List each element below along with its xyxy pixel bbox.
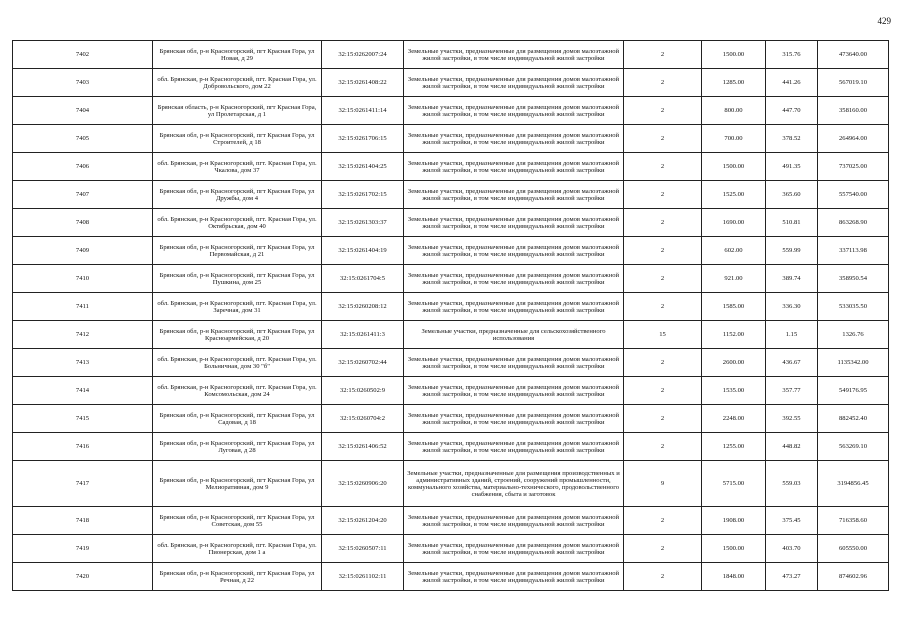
table-row bbox=[13, 125, 889, 153]
row-number: 7403 bbox=[13, 69, 153, 97]
land-use-description: Земельные участки, предназначенные для размещения домов малоэтажной жилой застройки, в том числе индивидуальной жилой застройки bbox=[404, 507, 624, 535]
specific-value: 448.82 bbox=[766, 433, 818, 461]
area-value: 921.00 bbox=[702, 265, 766, 293]
address-cell: Брянская обл, р-н Красногорский, пгт Красная Гора, ул Строителей, д 18 bbox=[153, 125, 322, 153]
row-number: 7411 bbox=[13, 293, 153, 321]
cadastral-number: 32:15:0260208:12 bbox=[322, 293, 404, 321]
table-row bbox=[13, 433, 889, 461]
use-group-code: 2 bbox=[624, 125, 702, 153]
cadastral-value: 3194856.45 bbox=[818, 461, 889, 507]
table-row bbox=[13, 405, 889, 433]
use-group-code: 2 bbox=[624, 153, 702, 181]
cadastral-value: 473640.00 bbox=[818, 41, 889, 69]
row-number: 7404 bbox=[13, 97, 153, 125]
address-cell: Брянская область, р-н Красногорский, пгт Красная Гора, ул Пролетарская, д 1 bbox=[153, 97, 322, 125]
cadastral-value: 533035.50 bbox=[818, 293, 889, 321]
use-group-code: 2 bbox=[624, 69, 702, 97]
specific-value: 559.99 bbox=[766, 237, 818, 265]
cadastral-number: 32:15:0261404:25 bbox=[322, 153, 404, 181]
land-use-description: Земельные участки, предназначенные для размещения домов малоэтажной жилой застройки, в том числе индивидуальной жилой застройки bbox=[404, 209, 624, 237]
row-number: 7415 bbox=[13, 405, 153, 433]
cadastral-number: 32:15:0261404:19 bbox=[322, 237, 404, 265]
row-number: 7414 bbox=[13, 377, 153, 405]
area-value: 1690.00 bbox=[702, 209, 766, 237]
area-value: 1255.00 bbox=[702, 433, 766, 461]
use-group-code: 2 bbox=[624, 349, 702, 377]
table-row bbox=[13, 349, 889, 377]
address-cell: Брянская обл, р-н Красногорский, пгт Красная Гора, ул Мелиоративная, дом 9 bbox=[153, 461, 322, 507]
row-number: 7405 bbox=[13, 125, 153, 153]
land-use-description: Земельные участки, предназначенные для размещения домов малоэтажной жилой застройки, в том числе индивидуальной жилой застройки bbox=[404, 97, 624, 125]
area-value: 1500.00 bbox=[702, 535, 766, 563]
specific-value: 510.81 bbox=[766, 209, 818, 237]
cadastral-number: 32:15:0260906:20 bbox=[322, 461, 404, 507]
cadastral-number: 32:15:0261102:11 bbox=[322, 563, 404, 591]
row-number: 7412 bbox=[13, 321, 153, 349]
row-number: 7417 bbox=[13, 461, 153, 507]
area-value: 5715.00 bbox=[702, 461, 766, 507]
use-group-code: 2 bbox=[624, 237, 702, 265]
land-use-description: Земельные участки, предназначенные для размещения домов малоэтажной жилой застройки, в том числе индивидуальной жилой застройки bbox=[404, 265, 624, 293]
cadastral-value: 1135342.00 bbox=[818, 349, 889, 377]
cadastral-value: 264964.00 bbox=[818, 125, 889, 153]
specific-value: 441.26 bbox=[766, 69, 818, 97]
address-cell: Брянская обл, р-н Красногорский, пгт Красная Гора, ул Красноармейская, д 20 bbox=[153, 321, 322, 349]
cadastral-number: 32:15:0261204:20 bbox=[322, 507, 404, 535]
cadastral-value: 557540.00 bbox=[818, 181, 889, 209]
table-row bbox=[13, 563, 889, 591]
use-group-code: 2 bbox=[624, 97, 702, 125]
address-cell: Брянская обл, р-н Красногорский, пгт Красная Гора, ул Первомайская, д 21 bbox=[153, 237, 322, 265]
table-row bbox=[13, 507, 889, 535]
land-use-description: Земельные участки, предназначенные для размещения домов малоэтажной жилой застройки, в том числе индивидуальной жилой застройки bbox=[404, 69, 624, 97]
cadastral-value: 358160.00 bbox=[818, 97, 889, 125]
table-row bbox=[13, 377, 889, 405]
address-cell: обл. Брянская, р-н Красногорский, пгт. Красная Гора, ул. Больничная, дом 30 "б" bbox=[153, 349, 322, 377]
cadastral-value: 563269.10 bbox=[818, 433, 889, 461]
address-cell: обл. Брянская, р-н Красногорский, пгт. Красная Гора, ул. Чкалова, дом 37 bbox=[153, 153, 322, 181]
table-row bbox=[13, 209, 889, 237]
area-value: 1848.00 bbox=[702, 563, 766, 591]
land-use-description: Земельные участки, предназначенные для размещения домов малоэтажной жилой застройки, в том числе индивидуальной жилой застройки bbox=[404, 181, 624, 209]
table-row bbox=[13, 69, 889, 97]
area-value: 1525.00 bbox=[702, 181, 766, 209]
use-group-code: 2 bbox=[624, 433, 702, 461]
cadastral-number: 32:15:0261406:52 bbox=[322, 433, 404, 461]
specific-value: 389.74 bbox=[766, 265, 818, 293]
land-use-description: Земельные участки, предназначенные для размещения домов малоэтажной жилой застройки, в том числе индивидуальной жилой застройки bbox=[404, 535, 624, 563]
area-value: 1535.00 bbox=[702, 377, 766, 405]
address-cell: Брянская обл, р-н Красногорский, пгт Красная Гора, ул Дружбы, дом 4 bbox=[153, 181, 322, 209]
cadastral-value: 567019.10 bbox=[818, 69, 889, 97]
use-group-code: 2 bbox=[624, 265, 702, 293]
specific-value: 491.35 bbox=[766, 153, 818, 181]
land-use-description: Земельные участки, предназначенные для размещения домов малоэтажной жилой застройки, в том числе индивидуальной жилой застройки bbox=[404, 125, 624, 153]
cadastral-number: 32:15:0261303:37 bbox=[322, 209, 404, 237]
area-value: 1285.00 bbox=[702, 69, 766, 97]
specific-value: 375.45 bbox=[766, 507, 818, 535]
table-row bbox=[13, 293, 889, 321]
cadastral-number: 32:15:0261704:5 bbox=[322, 265, 404, 293]
land-use-description: Земельные участки, предназначенные для размещения производственных и административных зданий, строений, сооружений промышленности, коммунального хозяйства, материально-технического, продовольственного снабжения, сбыта и заготовок bbox=[404, 461, 624, 507]
cadastral-number: 32:15:0261411:3 bbox=[322, 321, 404, 349]
address-cell: Брянская обл, р-н Красногорский, пгт Красная Гора, ул Новая, д 29 bbox=[153, 41, 322, 69]
land-registry-table bbox=[12, 40, 889, 591]
use-group-code: 2 bbox=[624, 41, 702, 69]
use-group-code: 15 bbox=[624, 321, 702, 349]
cadastral-number: 32:15:0261702:15 bbox=[322, 181, 404, 209]
specific-value: 436.67 bbox=[766, 349, 818, 377]
table-row bbox=[13, 153, 889, 181]
land-use-description: Земельные участки, предназначенные для размещения домов малоэтажной жилой застройки, в том числе индивидуальной жилой застройки bbox=[404, 349, 624, 377]
address-cell: обл. Брянская, р-н Красногорский, пгт. Красная Гора, ул. Добровольского, дом 22 bbox=[153, 69, 322, 97]
use-group-code: 9 bbox=[624, 461, 702, 507]
table-row bbox=[13, 237, 889, 265]
cadastral-value: 358950.54 bbox=[818, 265, 889, 293]
cadastral-value: 737025.00 bbox=[818, 153, 889, 181]
area-value: 800.00 bbox=[702, 97, 766, 125]
land-use-description: Земельные участки, предназначенные для размещения домов малоэтажной жилой застройки, в том числе индивидуальной жилой застройки bbox=[404, 563, 624, 591]
cadastral-value: 605550.00 bbox=[818, 535, 889, 563]
registry-body bbox=[13, 41, 889, 591]
use-group-code: 2 bbox=[624, 293, 702, 321]
table-row bbox=[13, 265, 889, 293]
table-row bbox=[13, 41, 889, 69]
address-cell: Брянская обл, р-н Красногорский, пгт Красная Гора, ул Пушкина, дом 25 bbox=[153, 265, 322, 293]
table-row bbox=[13, 97, 889, 125]
cadastral-number: 32:15:0260502:9 bbox=[322, 377, 404, 405]
cadastral-value: 874602.96 bbox=[818, 563, 889, 591]
cadastral-value: 1326.76 bbox=[818, 321, 889, 349]
land-use-description: Земельные участки, предназначенные для размещения домов малоэтажной жилой застройки, в том числе индивидуальной жилой застройки bbox=[404, 153, 624, 181]
cadastral-number: 32:15:0260702:44 bbox=[322, 349, 404, 377]
area-value: 1908.00 bbox=[702, 507, 766, 535]
land-use-description: Земельные участки, предназначенные для размещения домов малоэтажной жилой застройки, в том числе индивидуальной жилой застройки bbox=[404, 377, 624, 405]
specific-value: 473.27 bbox=[766, 563, 818, 591]
specific-value: 336.30 bbox=[766, 293, 818, 321]
use-group-code: 2 bbox=[624, 507, 702, 535]
specific-value: 1.15 bbox=[766, 321, 818, 349]
specific-value: 365.60 bbox=[766, 181, 818, 209]
row-number: 7402 bbox=[13, 41, 153, 69]
cadastral-number: 32:15:0261706:15 bbox=[322, 125, 404, 153]
page-number: 429 bbox=[877, 16, 891, 26]
specific-value: 403.70 bbox=[766, 535, 818, 563]
specific-value: 357.77 bbox=[766, 377, 818, 405]
cadastral-number: 32:15:0260704:2 bbox=[322, 405, 404, 433]
cadastral-number: 32:15:0262007:24 bbox=[322, 41, 404, 69]
area-value: 2600.00 bbox=[702, 349, 766, 377]
specific-value: 378.52 bbox=[766, 125, 818, 153]
area-value: 1500.00 bbox=[702, 153, 766, 181]
row-number: 7409 bbox=[13, 237, 153, 265]
cadastral-value: 863268.90 bbox=[818, 209, 889, 237]
table-row bbox=[13, 461, 889, 507]
row-number: 7420 bbox=[13, 563, 153, 591]
cadastral-number: 32:15:0261408:22 bbox=[322, 69, 404, 97]
area-value: 1152.00 bbox=[702, 321, 766, 349]
address-cell: Брянская обл, р-н Красногорский, пгт Красная Гора, ул Речная, д 22 bbox=[153, 563, 322, 591]
specific-value: 392.55 bbox=[766, 405, 818, 433]
area-value: 602.00 bbox=[702, 237, 766, 265]
row-number: 7406 bbox=[13, 153, 153, 181]
area-value: 1585.00 bbox=[702, 293, 766, 321]
address-cell: обл. Брянская, р-н Красногорский, пгт. Красная Гора, ул. Октябрьская, дом 40 bbox=[153, 209, 322, 237]
address-cell: Брянская обл, р-н Красногорский, пгт Красная Гора, ул Советская, дом 55 bbox=[153, 507, 322, 535]
specific-value: 447.70 bbox=[766, 97, 818, 125]
row-number: 7413 bbox=[13, 349, 153, 377]
address-cell: обл. Брянская, р-н Красногорский, пгт. Красная Гора, ул. Заречная, дом 31 bbox=[153, 293, 322, 321]
table-row bbox=[13, 535, 889, 563]
row-number: 7407 bbox=[13, 181, 153, 209]
row-number: 7408 bbox=[13, 209, 153, 237]
use-group-code: 2 bbox=[624, 563, 702, 591]
specific-value: 559.03 bbox=[766, 461, 818, 507]
use-group-code: 2 bbox=[624, 535, 702, 563]
cadastral-value: 549176.95 bbox=[818, 377, 889, 405]
land-use-description: Земельные участки, предназначенные для размещения домов малоэтажной жилой застройки, в том числе индивидуальной жилой застройки bbox=[404, 237, 624, 265]
cadastral-number: 32:15:0261411:14 bbox=[322, 97, 404, 125]
land-use-description: Земельные участки, предназначенные для размещения домов малоэтажной жилой застройки, в том числе индивидуальной жилой застройки bbox=[404, 293, 624, 321]
land-use-description: Земельные участки, предназначенные для сельскохозяйственного использования bbox=[404, 321, 624, 349]
row-number: 7419 bbox=[13, 535, 153, 563]
specific-value: 315.76 bbox=[766, 41, 818, 69]
cadastral-value: 337113.98 bbox=[818, 237, 889, 265]
cadastral-value: 716358.60 bbox=[818, 507, 889, 535]
cadastral-number: 32:15:0260507:11 bbox=[322, 535, 404, 563]
row-number: 7418 bbox=[13, 507, 153, 535]
area-value: 700.00 bbox=[702, 125, 766, 153]
land-use-description: Земельные участки, предназначенные для размещения домов малоэтажной жилой застройки, в том числе индивидуальной жилой застройки bbox=[404, 41, 624, 69]
use-group-code: 2 bbox=[624, 209, 702, 237]
table-row bbox=[13, 181, 889, 209]
address-cell: обл. Брянская, р-н Красногорский, пгт. Красная Гора, ул. Пионерская, дом 1 а bbox=[153, 535, 322, 563]
area-value: 2248.00 bbox=[702, 405, 766, 433]
address-cell: Брянская обл, р-н Красногорский, пгт Красная Гора, ул Луговая, д 28 bbox=[153, 433, 322, 461]
area-value: 1500.00 bbox=[702, 41, 766, 69]
land-use-description: Земельные участки, предназначенные для размещения домов малоэтажной жилой застройки, в том числе индивидуальной жилой застройки bbox=[404, 405, 624, 433]
address-cell: Брянская обл, р-н Красногорский, пгт Красная Гора, ул Садовая, д 18 bbox=[153, 405, 322, 433]
use-group-code: 2 bbox=[624, 181, 702, 209]
land-use-description: Земельные участки, предназначенные для размещения домов малоэтажной жилой застройки, в том числе индивидуальной жилой застройки bbox=[404, 433, 624, 461]
use-group-code: 2 bbox=[624, 377, 702, 405]
address-cell: обл. Брянская, р-н Красногорский, пгт. Красная Гора, ул. Комсомольская, дом 24 bbox=[153, 377, 322, 405]
cadastral-value: 882452.40 bbox=[818, 405, 889, 433]
row-number: 7410 bbox=[13, 265, 153, 293]
row-number: 7416 bbox=[13, 433, 153, 461]
table-row bbox=[13, 321, 889, 349]
use-group-code: 2 bbox=[624, 405, 702, 433]
